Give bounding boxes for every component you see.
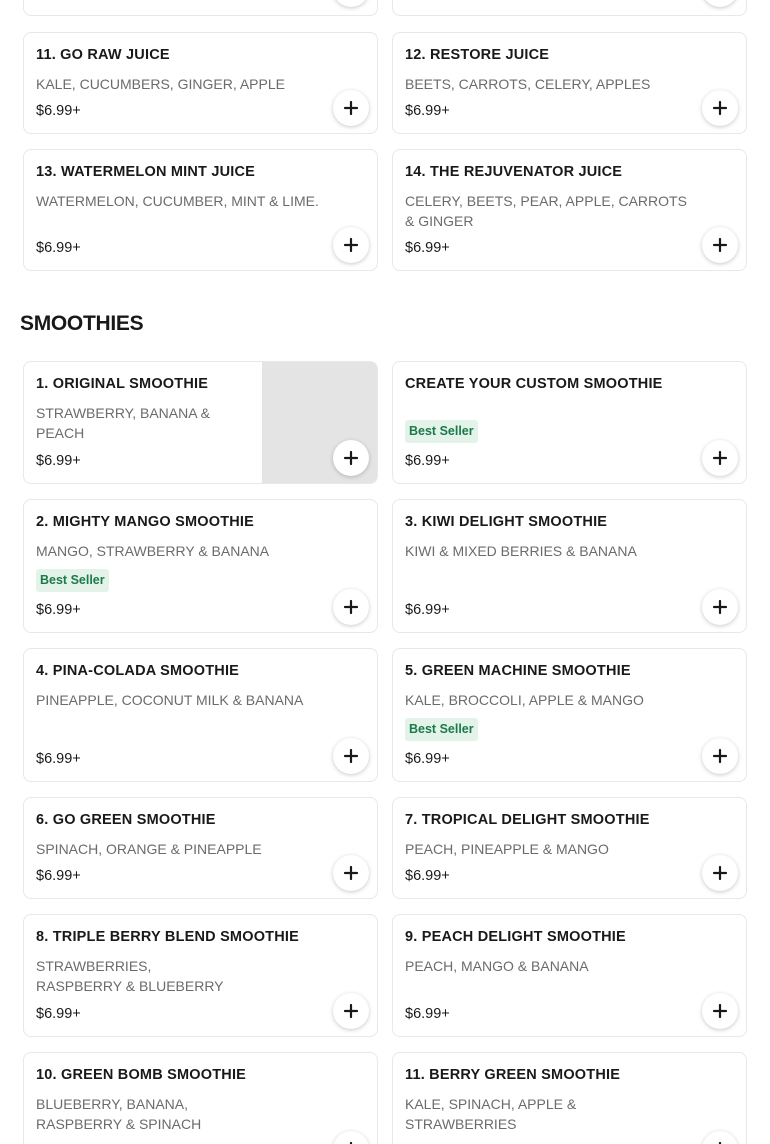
menu-item-card[interactable] — [392, 32, 747, 134]
item-name: 12. RESTORE JUICE — [405, 47, 550, 63]
item-description: WATERMELON, CUCUMBER, MINT & LIME. — [36, 193, 319, 209]
add-item-button[interactable] — [333, 589, 369, 625]
plus-icon — [712, 865, 728, 881]
item-description: BEETS, CARROTS, CELERY, APPLES — [405, 76, 651, 92]
menu-item-card[interactable] — [392, 914, 747, 1037]
item-price: $6.99+ — [405, 103, 450, 119]
menu-item-card[interactable] — [23, 499, 378, 633]
add-item-button[interactable] — [333, 738, 369, 774]
item-name: 9. PEACH DELIGHT SMOOTHIE — [405, 929, 626, 945]
plus-icon — [343, 237, 359, 253]
menu-item-card[interactable] — [23, 361, 378, 484]
add-item-button[interactable] — [702, 589, 738, 625]
item-price: $6.99+ — [405, 751, 450, 767]
item-description: PEACH, PINEAPPLE & MANGO — [405, 841, 609, 857]
add-item-button[interactable] — [702, 738, 738, 774]
item-description: PINEAPPLE, COCONUT MILK & BANANA — [36, 692, 304, 708]
menu-item-card[interactable] — [23, 1052, 378, 1144]
item-name: 2. MIGHTY MANGO SMOOTHIE — [36, 514, 255, 530]
item-name: 14. THE REJUVENATOR JUICE — [405, 164, 623, 180]
item-description: STRAWBERRIES, RASPBERRY & BLUEBERRY — [36, 958, 224, 994]
item-price: $6.99+ — [405, 453, 450, 469]
menu-item-card[interactable] — [23, 32, 378, 134]
item-name: 6. GO GREEN SMOOTHIE — [36, 812, 216, 828]
add-item-button[interactable] — [702, 90, 738, 126]
plus-icon — [712, 450, 728, 466]
item-description: KALE, SPINACH, APPLE & STRAWBERRIES — [405, 1096, 577, 1132]
item-name: CREATE YOUR CUSTOM SMOOTHIE — [405, 376, 663, 392]
menu-item-card[interactable] — [392, 797, 747, 899]
item-price: $6.99+ — [405, 240, 450, 256]
item-price: $6.99+ — [405, 868, 450, 884]
item-name: 8. TRIPLE BERRY BLEND SMOOTHIE — [36, 929, 299, 945]
plus-icon — [712, 237, 728, 253]
menu-item-card[interactable] — [392, 499, 747, 633]
plus-icon — [712, 1003, 728, 1019]
item-price: $6.99+ — [36, 453, 81, 469]
item-name: 11. GO RAW JUICE — [36, 47, 170, 63]
plus-icon — [712, 748, 728, 764]
item-description: CELERY, BEETS, PEAR, APPLE, CARROTS & GINGER — [405, 193, 687, 229]
item-description: BLUEBERRY, BANANA, RASPBERRY & SPINACH — [36, 1096, 202, 1132]
item-name: 7. TROPICAL DELIGHT SMOOTHIE — [405, 812, 650, 828]
add-item-button[interactable] — [702, 993, 738, 1029]
item-price: $6.99+ — [36, 751, 81, 767]
plus-icon — [343, 748, 359, 764]
add-item-button[interactable] — [333, 90, 369, 126]
item-price: $6.99+ — [36, 103, 81, 119]
add-item-button[interactable] — [702, 0, 738, 7]
item-name: 11. BERRY GREEN SMOOTHIE — [405, 1067, 621, 1083]
item-price: $6.99+ — [36, 240, 81, 256]
item-description: STRAWBERRY, BANANA & PEACH — [36, 405, 211, 441]
item-name: 3. KIWI DELIGHT SMOOTHIE — [405, 514, 608, 530]
add-item-button[interactable] — [333, 993, 369, 1029]
plus-icon — [712, 599, 728, 615]
add-item-button[interactable] — [333, 440, 369, 476]
best-seller-badge: Best Seller — [405, 718, 478, 741]
add-item-button[interactable] — [333, 227, 369, 263]
item-price: $6.99+ — [36, 602, 81, 618]
plus-icon — [343, 100, 359, 116]
item-description: KALE, BROCCOLI, APPLE & MANGO — [405, 692, 644, 708]
item-price: $6.99+ — [405, 1006, 450, 1022]
item-name: 1. ORIGINAL SMOOTHIE — [36, 376, 209, 392]
item-description: SPINACH, ORANGE & PINEAPPLE — [36, 841, 262, 857]
plus-icon — [343, 599, 359, 615]
item-price: $6.99+ — [36, 868, 81, 884]
plus-icon — [712, 100, 728, 116]
menu-item-card[interactable] — [23, 0, 378, 16]
add-item-button[interactable] — [333, 1131, 369, 1144]
item-name: 13. WATERMELON MINT JUICE — [36, 164, 256, 180]
plus-icon — [343, 450, 359, 466]
menu-item-card[interactable] — [23, 797, 378, 899]
menu-item-card[interactable] — [23, 914, 378, 1037]
item-description: KALE, CUCUMBERS, GINGER, APPLE — [36, 76, 285, 92]
add-item-button[interactable] — [702, 855, 738, 891]
best-seller-badge: Best Seller — [405, 420, 478, 443]
item-description: KIWI & MIXED BERRIES & BANANA — [405, 543, 637, 559]
plus-icon — [343, 865, 359, 881]
item-name: 4. PINA-COLADA SMOOTHIE — [36, 663, 240, 679]
item-price: $6.99+ — [36, 1006, 81, 1022]
menu-item-card[interactable] — [392, 1052, 747, 1144]
menu-item-card[interactable] — [392, 0, 747, 16]
menu-item-card[interactable] — [392, 361, 747, 484]
item-description: MANGO, STRAWBERRY & BANANA — [36, 543, 270, 559]
plus-icon — [343, 1003, 359, 1019]
menu-item-card[interactable] — [23, 648, 378, 782]
item-price: $6.99+ — [405, 602, 450, 618]
add-item-button[interactable] — [333, 855, 369, 891]
add-item-button[interactable] — [702, 1131, 738, 1144]
item-name: 10. GREEN BOMB SMOOTHIE — [36, 1067, 247, 1083]
add-item-button[interactable] — [333, 0, 369, 7]
section-title-smoothies: SMOOTHIES — [20, 312, 144, 335]
menu-item-card[interactable] — [23, 149, 378, 271]
menu-item-card[interactable] — [392, 149, 747, 271]
menu-item-card[interactable] — [392, 648, 747, 782]
item-name: 5. GREEN MACHINE SMOOTHIE — [405, 663, 631, 679]
add-item-button[interactable] — [702, 227, 738, 263]
best-seller-badge: Best Seller — [36, 569, 109, 592]
item-description: PEACH, MANGO & BANANA — [405, 958, 589, 974]
add-item-button[interactable] — [702, 440, 738, 476]
